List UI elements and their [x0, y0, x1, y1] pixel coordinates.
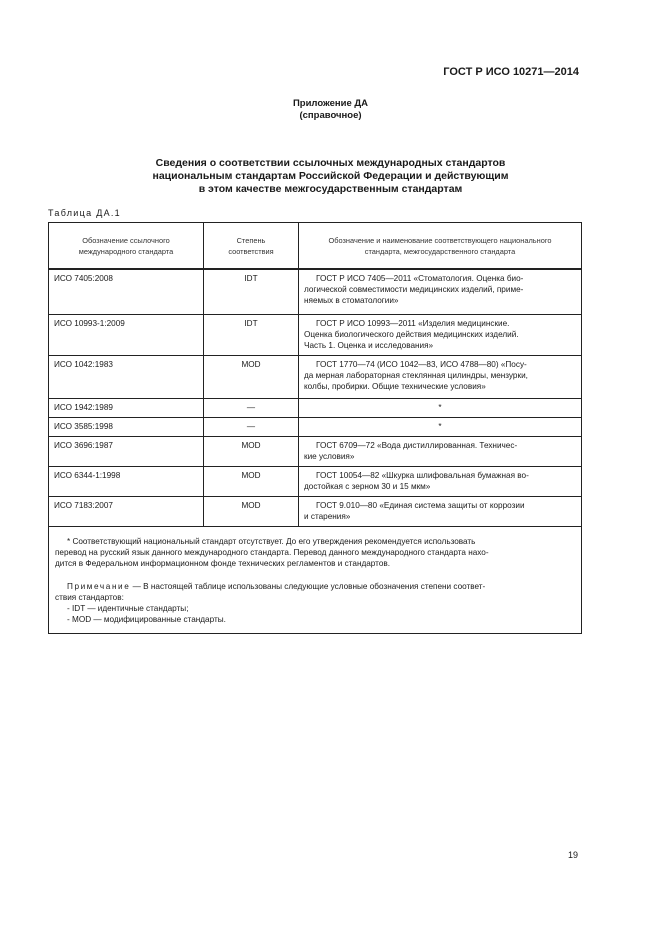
table-caption: Таблица ДА.1	[48, 208, 121, 218]
cell-national	[299, 314, 582, 355]
cell-degree: MOD	[204, 466, 299, 496]
table-row	[49, 466, 582, 496]
cell-reference: ИСО 6344-1:1998	[49, 466, 204, 496]
document-code: ГОСТ Р ИСО 10271—2014	[443, 66, 579, 78]
header-line: Обозначение ссылочного	[82, 236, 170, 245]
cell-reference: ИСО 1042:1983	[49, 355, 204, 398]
cell-national	[299, 496, 582, 526]
cell-degree: —	[204, 417, 299, 436]
title-line: Сведения о соответствии ссылочных международных стандартов	[155, 157, 506, 169]
cell-line: да мерная лабораторная стеклянная цилиндры, мензурки,	[304, 370, 528, 380]
header-line: соответствия	[228, 247, 274, 256]
header-reference-standard	[49, 223, 204, 270]
table-row	[49, 436, 582, 466]
footnote-line: * Соответствующий национальный стандарт отсутствует. До его утверждения рекомендуется использовать	[67, 536, 476, 546]
cell-national	[299, 269, 582, 314]
header-line: Степень	[236, 236, 266, 245]
cell-degree: —	[204, 398, 299, 417]
cell-line: достойкая с зерном 30 и 15 мкм»	[304, 481, 431, 491]
header-line: Обозначение и наименование соответствующего национального	[328, 236, 552, 245]
title-line: национальным стандартам Российской Федерации и действующим	[152, 170, 509, 182]
cell-line: ГОСТ Р ИСО 7405—2011 «Стоматология. Оценка био-	[316, 274, 524, 283]
title-line: в этом качестве межгосударственным стандартам	[198, 183, 463, 195]
note-line: ствия стандартов:	[55, 592, 124, 602]
header-national-standard	[299, 223, 582, 270]
appendix-title: Приложение ДА	[292, 98, 369, 109]
table-footnote-row	[49, 526, 582, 633]
footnote-line: дится в Федеральном информационном фонде технических регламентов и стандартов.	[55, 558, 391, 568]
cell-line: ГОСТ 1770—74 (ИСО 1042—83, ИСО 4788—80) «Посу-	[316, 359, 527, 369]
cell-degree: MOD	[204, 355, 299, 398]
cell-line: Оценка биологического действия медицинских изделий.	[304, 329, 519, 339]
cell-line: Часть 1. Оценка и исследования»	[304, 340, 434, 350]
note-label: Примечание	[67, 581, 131, 591]
table-row	[49, 398, 582, 417]
cell-line: ГОСТ 9.010—80 «Единая система защиты от коррозии	[316, 500, 525, 510]
cell-reference: ИСО 7405:2008	[49, 269, 204, 314]
cell-line: няемых в стоматологии»	[304, 296, 399, 305]
cell-line: ГОСТ 10054—82 «Шкурка шлифовальная бумажная во-	[316, 470, 529, 480]
table-footnote	[49, 526, 582, 633]
table-row	[49, 496, 582, 526]
cell-national	[299, 355, 582, 398]
table-row	[49, 314, 582, 355]
cell-national	[299, 466, 582, 496]
note-line: Примечание — В настоящей таблице использованы следующие условные обозначения степени соответ-	[67, 581, 486, 591]
cell-national: *	[299, 398, 582, 417]
cell-national: *	[299, 417, 582, 436]
cell-degree: MOD	[204, 496, 299, 526]
cell-degree: IDT	[204, 269, 299, 314]
cell-line: колбы, пробирки. Общие технические условия»	[304, 381, 486, 391]
table-header-row	[49, 223, 582, 270]
cell-line: и старения»	[304, 511, 351, 521]
cell-reference: ИСО 3585:1998	[49, 417, 204, 436]
header-line: стандарта, межгосударственного стандарта	[364, 247, 516, 256]
cell-degree: IDT	[204, 314, 299, 355]
cell-reference: ИСО 1942:1989	[49, 398, 204, 417]
correspondence-table	[48, 222, 582, 634]
page-number: 19	[568, 850, 579, 860]
cell-reference: ИСО 10993-1:2009	[49, 314, 204, 355]
cell-national	[299, 436, 582, 466]
cell-line: ГОСТ Р ИСО 10993—2011 «Изделия медицинские.	[316, 318, 510, 328]
header-degree	[204, 223, 299, 270]
cell-reference: ИСО 7183:2007	[49, 496, 204, 526]
page-title	[90, 157, 571, 196]
appendix-subtitle: (справочное)	[299, 110, 362, 121]
cell-line: логической совместимости медицинских изделий, приме-	[304, 285, 524, 294]
footnote-line: перевод на русский язык данного международного стандарта. Перевод данного международного стандарта нахо-	[55, 547, 489, 557]
header-line: международного стандарта	[78, 247, 174, 256]
appendix-heading	[0, 98, 661, 122]
cell-line: кие условия»	[304, 451, 355, 461]
cell-degree: MOD	[204, 436, 299, 466]
table-container	[48, 222, 581, 634]
table-row	[49, 269, 582, 314]
table-row	[49, 355, 582, 398]
note-item: - IDT — идентичные стандарты;	[67, 603, 189, 613]
cell-line: ГОСТ 6709—72 «Вода дистиллированная. Техничес-	[316, 440, 518, 450]
note-item: - MOD — модифицированные стандарты.	[67, 614, 226, 624]
table-row	[49, 417, 582, 436]
cell-reference: ИСО 3696:1987	[49, 436, 204, 466]
